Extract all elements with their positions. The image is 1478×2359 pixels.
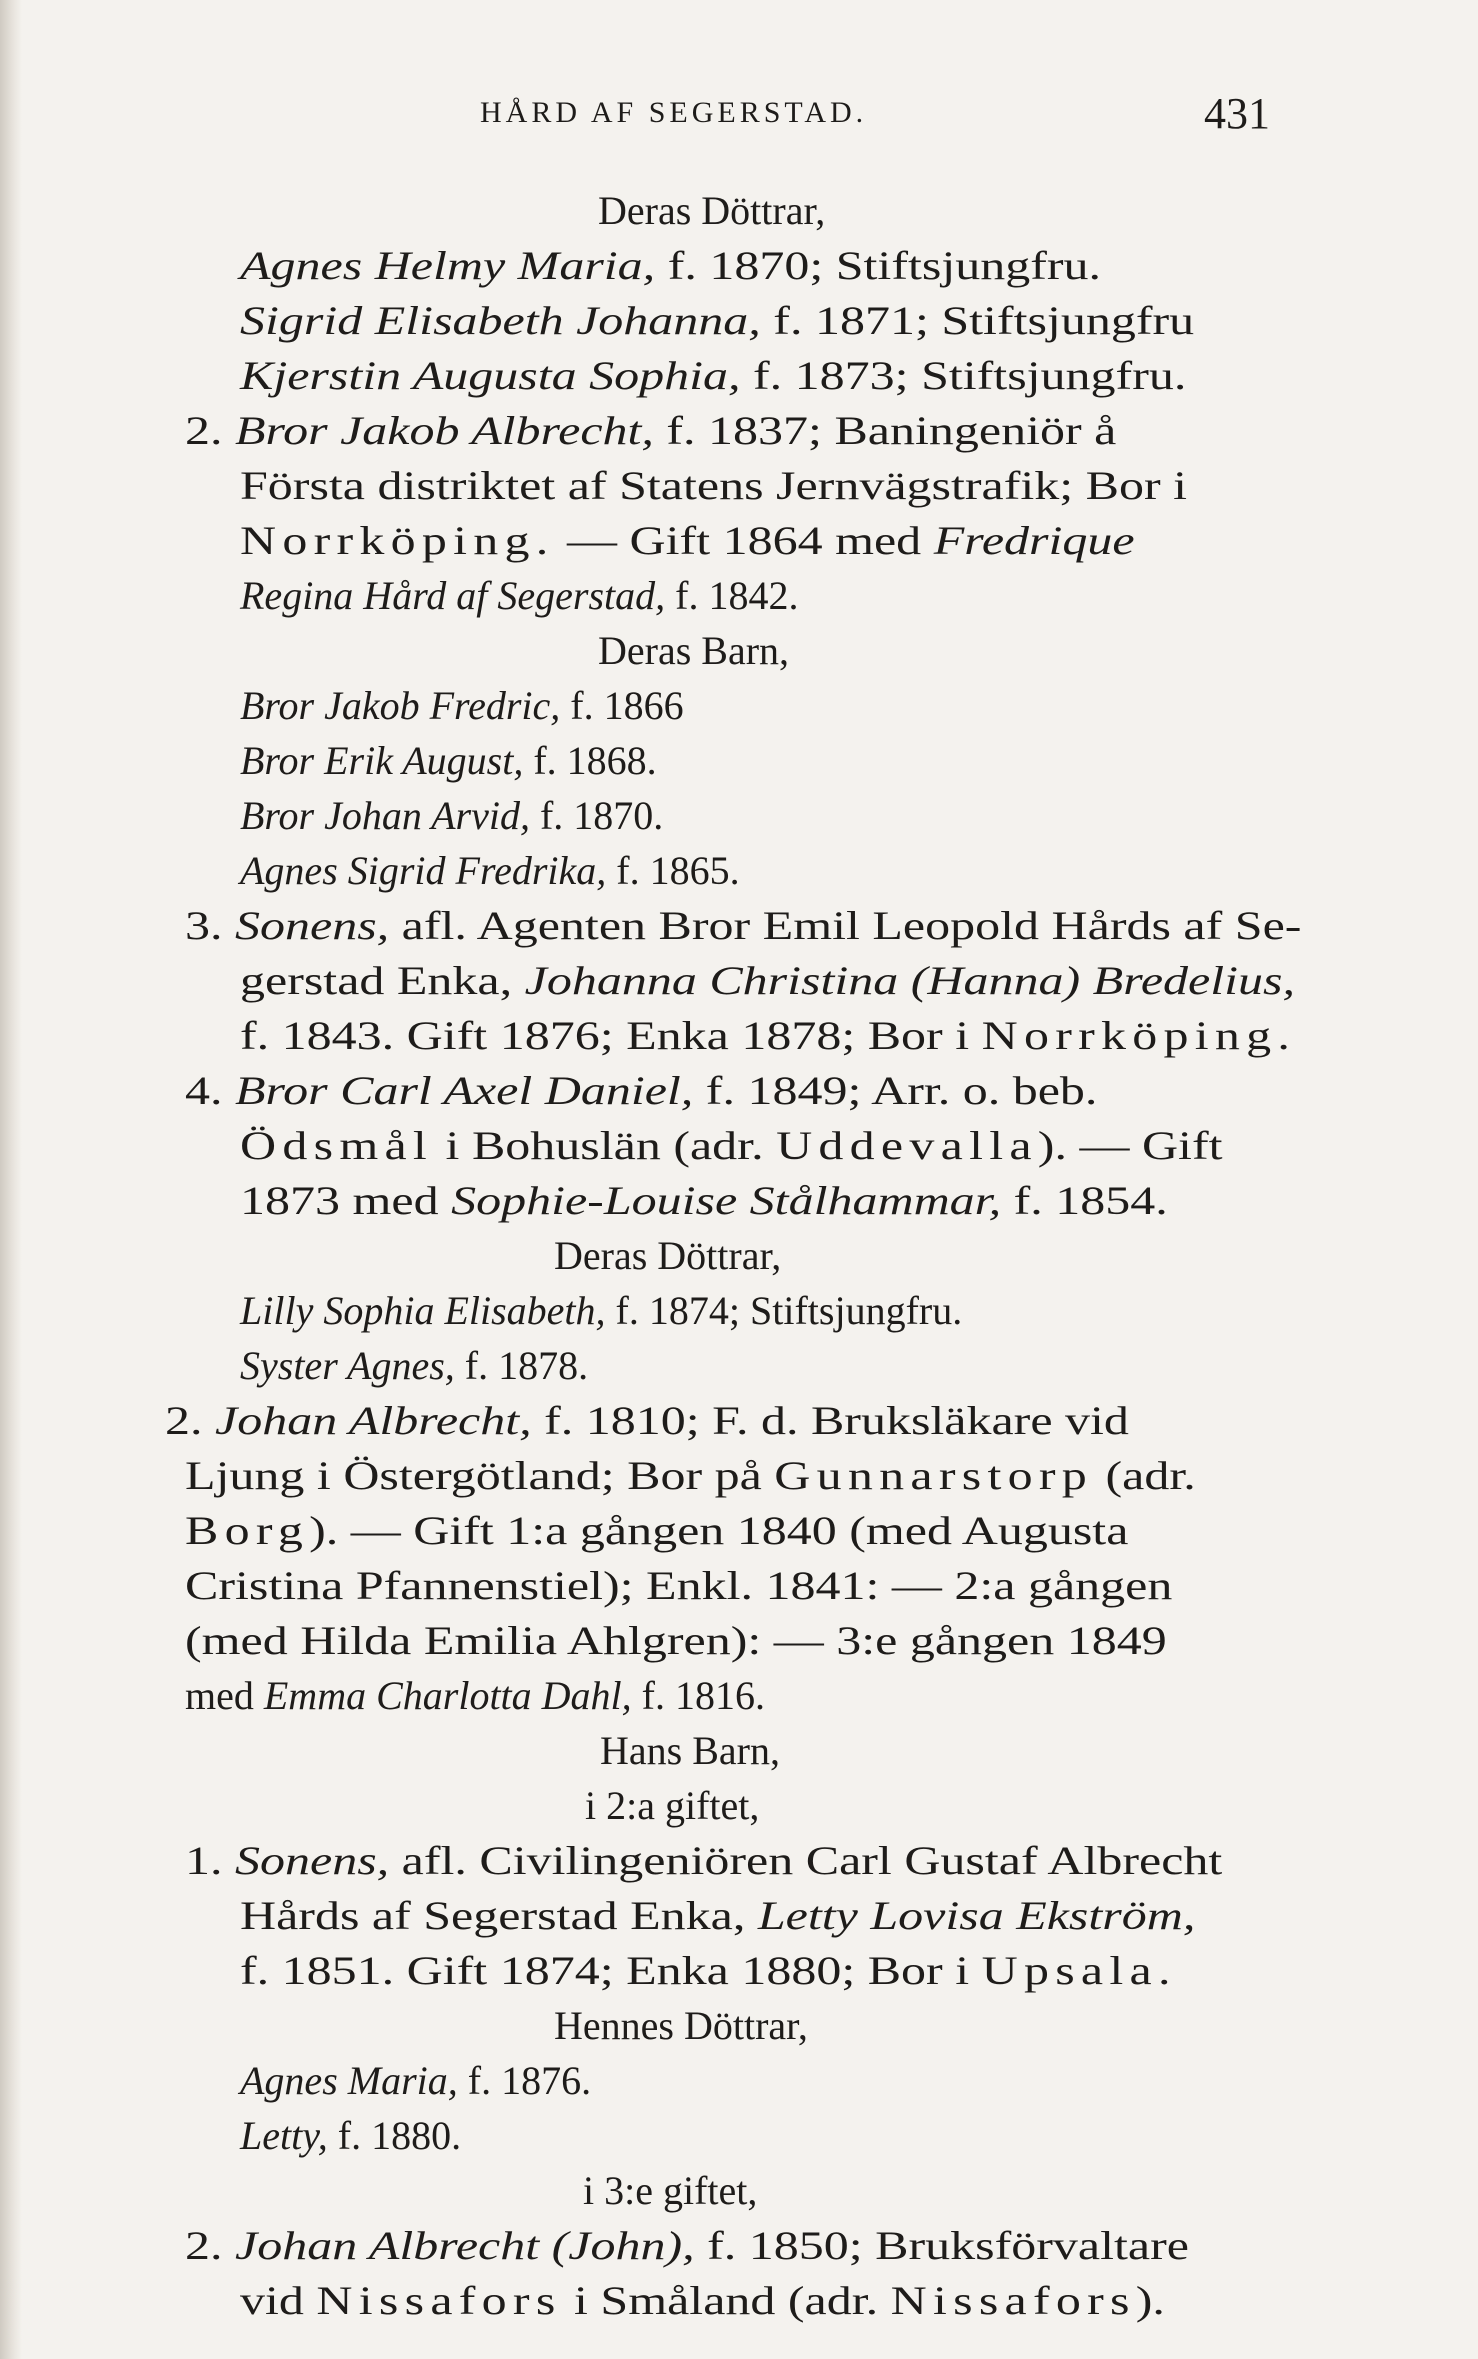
text-span: f. 1870. (529, 793, 664, 838)
spaced-place-name-span: Nissafors (316, 2278, 562, 2323)
text-span: 1873 med (240, 1178, 452, 1223)
text-line (240, 1283, 962, 1339)
text-span: f. 1843. Gift 1876; Enka 1878; Bor i (240, 1013, 982, 1058)
text-line (185, 898, 1302, 954)
text-line (240, 458, 1188, 514)
text-line (240, 568, 798, 624)
text-span: gerstad Enka, (240, 958, 525, 1003)
spaced-place-name-span: Norrköping. (240, 518, 555, 563)
text-span: f. 1873; Stiftsjungfru. (740, 353, 1187, 398)
text-line (240, 953, 1295, 1009)
italic-name-span: Letty Lovisa Ekström, (757, 1893, 1196, 1938)
text-line (185, 403, 1117, 459)
text-span: f. 1868. (523, 738, 657, 783)
italic-name-span: Regina Hård af Segerstad, (240, 573, 666, 618)
text-span: f. 1842. (665, 573, 799, 618)
text-span: f. 1874; Stiftsjungfru. (605, 1288, 963, 1333)
italic-name-span: Fredrique (933, 518, 1135, 563)
text-span: f. 1870; Stiftsjungfru. (655, 243, 1102, 288)
text-line (185, 1063, 1098, 1119)
italic-name-span: Bror Erik August, (240, 738, 524, 783)
running-title: HÅRD AF SEGERSTAD. (480, 96, 868, 129)
text-span: Deras Döttrar, (598, 188, 826, 233)
text-span: ). (1135, 2278, 1165, 2323)
text-line (583, 2163, 757, 2219)
italic-name-span: Johanna Christina (Hanna) Bredelius, (524, 958, 1295, 1003)
italic-name-span: Johan Albrecht, (215, 1398, 532, 1443)
spaced-place-name-span: Ödsmål (240, 1123, 434, 1168)
text-span: Ljung i Östergötland; Bor på (185, 1453, 775, 1498)
text-span: i 3:e giftet, (583, 2168, 758, 2213)
page-number: 431 (1204, 89, 1270, 138)
text-line (185, 1668, 765, 1724)
italic-name-span: Lilly Sophia Elisabeth, (240, 1288, 606, 1333)
text-span: f. 1854. (1001, 1178, 1168, 1223)
text-line (240, 843, 740, 899)
text-line (240, 1943, 1177, 1999)
text-span: i Småland (adr. (561, 2278, 891, 2323)
text-span: f. 1816. (631, 1673, 765, 1718)
text-span: afl. Agenten Bror Emil Leopold Hårds af Se- (389, 903, 1302, 948)
italic-name-span: Agnes Helmy Maria, (240, 243, 656, 288)
text-line (240, 2108, 461, 2164)
text-line (165, 1393, 1129, 1449)
text-line (585, 1778, 759, 1834)
spaced-place-name-span: Borg (185, 1508, 310, 1553)
text-line (240, 733, 657, 789)
text-span: Hans Barn, (600, 1728, 780, 1773)
text-line (240, 788, 663, 844)
text-span: 2. (185, 408, 235, 453)
text-span: 3. (185, 903, 235, 948)
text-line (240, 2273, 1165, 2329)
text-span: — Gift 1864 med (554, 518, 934, 563)
text-span: ). — Gift 1:a gången 1840 (med Augusta (309, 1508, 1129, 1553)
italic-name-span: Sonens, (235, 1838, 390, 1883)
text-line (240, 1008, 1297, 1064)
italic-name-span: Johan Albrecht (John), (235, 2223, 695, 2268)
text-span: f. 1878. (454, 1343, 589, 1388)
text-line (240, 513, 1135, 569)
text-span: i Bohuslän (adr. (433, 1123, 777, 1168)
text-line (554, 1998, 808, 2054)
text-line (240, 2053, 591, 2109)
text-span: f. 1810; F. d. Bruksläkare vid (531, 1398, 1129, 1443)
text-line (240, 678, 684, 734)
text-line (240, 1888, 1196, 1944)
text-span: 1. (185, 1838, 235, 1883)
italic-name-span: Letty, (240, 2113, 328, 2158)
text-span: Hennes Döttrar, (554, 2003, 808, 2048)
italic-name-span: Kjerstin Augusta Sophia, (240, 353, 741, 398)
italic-name-span: Bror Carl Axel Daniel, (235, 1068, 694, 1113)
text-line (185, 1448, 1196, 1504)
text-span: 2. (185, 2223, 235, 2268)
text-span: med (185, 1673, 264, 1718)
text-line (185, 1558, 1173, 1614)
italic-name-span: Bror Jakob Fredric, (240, 683, 561, 728)
text-line (554, 1228, 781, 1284)
italic-name-span: Agnes Maria, (240, 2058, 458, 2103)
italic-name-span: Agnes Sigrid Fredrika, (240, 848, 607, 893)
italic-name-span: Bror Johan Arvid, (240, 793, 530, 838)
text-span: Deras Barn, (598, 628, 790, 673)
text-span: f. 1871; Stiftsjungfru (760, 298, 1195, 343)
spaced-place-name-span: Uddevalla (776, 1123, 1038, 1168)
text-line (598, 623, 789, 679)
text-line (598, 183, 825, 239)
text-span: f. 1837; Baningeniör å (653, 408, 1117, 453)
text-line (185, 2218, 1189, 2274)
text-span: ). — Gift (1037, 1123, 1223, 1168)
text-line (600, 1723, 780, 1779)
text-span: 4. (185, 1068, 235, 1113)
text-span: f. 1876. (457, 2058, 592, 2103)
text-span: f. 1866 (560, 683, 684, 728)
text-span: i 2:a giftet, (585, 1783, 760, 1828)
text-span: f. 1850; Bruksförvaltare (694, 2223, 1189, 2268)
text-span: f. 1851. Gift 1874; Enka 1880; Bor i (240, 1948, 982, 1993)
italic-name-span: Sophie-Louise Stålhammar, (451, 1178, 1002, 1223)
italic-name-span: Sonens, (235, 903, 390, 948)
text-line (240, 1338, 588, 1394)
text-span: vid (240, 2278, 317, 2323)
text-span: afl. Civilingeniören Carl Gustaf Albrecht (389, 1838, 1223, 1883)
text-span: f. 1880. (327, 2113, 462, 2158)
spaced-place-name-span: Norrköping. (981, 1013, 1297, 1058)
text-line (240, 238, 1102, 294)
italic-name-span: Syster Agnes, (240, 1343, 455, 1388)
text-span: f. 1865. (606, 848, 740, 893)
text-span: f. 1849; Arr. o. beb. (693, 1068, 1098, 1113)
text-line (240, 348, 1187, 404)
text-line (185, 1503, 1129, 1559)
text-line (185, 1833, 1223, 1889)
text-line (240, 1173, 1168, 1229)
text-span: Första distriktet af Statens Jernvägstrafik; Bor i (240, 463, 1188, 508)
spaced-place-name-span: Upsala. (981, 1948, 1177, 1993)
text-span: (med Hilda Emilia Ahlgren): — 3:e gången 1849 (185, 1618, 1167, 1663)
text-line (240, 293, 1195, 349)
text-line (185, 1613, 1167, 1669)
italic-name-span: Sigrid Elisabeth Johanna, (240, 298, 761, 343)
text-line (240, 1118, 1223, 1174)
text-span: Hårds af Segerstad Enka, (240, 1893, 758, 1938)
text-span: Cristina Pfannenstiel); Enkl. 1841: — 2:a gången (185, 1563, 1173, 1608)
spaced-place-name-span: Nissafors (890, 2278, 1136, 2323)
text-span: (adr. (1093, 1453, 1196, 1498)
italic-name-span: Emma Charlotta Dahl, (263, 1673, 632, 1718)
spaced-place-name-span: Gunnarstorp (774, 1453, 1094, 1498)
italic-name-span: Bror Jakob Albrecht, (235, 408, 654, 453)
text-span: 2. (165, 1398, 215, 1443)
text-span: Deras Döttrar, (554, 1233, 782, 1278)
